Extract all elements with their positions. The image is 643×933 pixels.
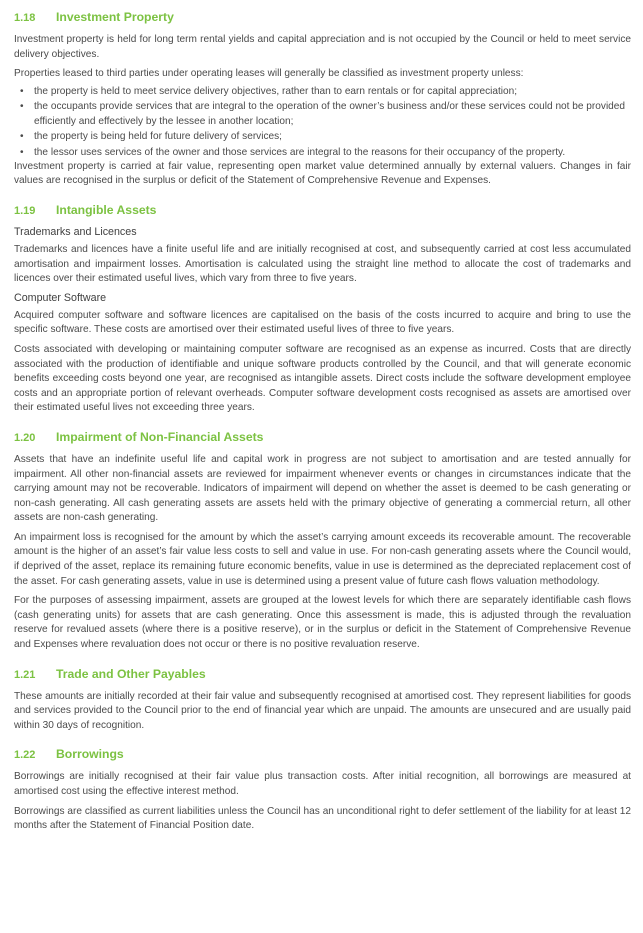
paragraph: Borrowings are initially recognised at their fair value plus transaction costs. After initial recognition, all borrowings are measured at amortised cost using the effective interest method. <box>14 771 631 798</box>
section-title: Borrowings <box>56 747 124 762</box>
section-number: 1.20 <box>14 431 36 444</box>
paragraph: These amounts are initially recorded at their fair value and subsequently recognised at amortised cost. They represent liabilities for goods and services provided to the Council prior to the end of financial year which are unpaid. The amounts are unsecured and are usually paid within 30 days of recognition. <box>14 690 631 731</box>
list-item: • the property is being held for future delivery of services; <box>34 129 631 144</box>
section-trade-payables <box>14 667 631 734</box>
section-heading <box>14 10 631 24</box>
list-item: • the occupants provide services that are integral to the operation of the owner’s business and/or these services could not be provided efficiently and effectively by the lessee in another location; <box>34 99 631 129</box>
paragraph: An impairment loss is recognised for the amount by which the asset’s carrying amount exceeds its recoverable amount. The recoverable amount is the higher of an asset’s fair value less costs to sell and value in use. For non-cash generating assets where the Council would, if deprived of the asset, replace its remaining future economic benefits, value in use is determined as the depreciated replacement cost of the asset. For cash generating assets, value in use is determined using a present value of future cash flows valuation methodology. <box>14 531 631 587</box>
paragraph: Acquired computer software and software licences are capitalised on the basis of the costs incurred to acquire and bring to use the specific software. These costs are amortised over their estimated useful lives of three to five years. <box>14 309 631 336</box>
section-intangible-assets <box>14 203 631 416</box>
subheading-computer-software: Computer Software <box>14 291 107 304</box>
section-impairment <box>14 430 631 653</box>
list-item: • the property is held to meet service delivery objectives, rather than to earn rentals or for capital appreciation; <box>34 84 631 99</box>
paragraph: Assets that have an indefinite useful life and capital work in progress are not subject to amortisation and are tested annually for impairment. All other non-financial assets are reviewed for impairment whenever events or changes in circumstances indicate that the carrying amount may not be recoverable. Indicators of impairment will depend on whether the asset is deemed to be cash generating or non-cash generating. All cash generating assets are assets held with the primary objective of generating a commercial return, all other assets are non-cash generating. <box>14 453 631 524</box>
paragraph: Investment property is held for long term rental yields and capital appreciation and is not occupied by the Council or held to meet service delivery objectives. <box>14 34 631 60</box>
section-heading <box>14 430 631 444</box>
list-item: • the lessor uses services of the owner and those services are integral to the reasons for their occupancy of the property. <box>34 145 631 160</box>
section-number: 1.21 <box>14 668 36 681</box>
subheading-trademarks: Trademarks and Licences <box>14 225 137 238</box>
section-title: Impairment of Non-Financial Assets <box>56 429 264 444</box>
bullet-list <box>14 84 631 160</box>
paragraph: For the purposes of assessing impairment, assets are grouped at the lowest levels for which there are separately identifiable cash flows (cash generating units) for assets that are cash generating. Once this assessment is made, this is adjusted through the revaluation reserve for revalued assets (where there is a positive reserve), or in the surplus or deficit in the Statement of Comprehensive Revenue and Expenses where revaluation does not occur or there is no positive revaluation reserve. <box>14 595 631 651</box>
section-number: 1.18 <box>14 12 36 24</box>
section-title: Intangible Assets <box>56 202 157 217</box>
section-heading <box>14 203 631 217</box>
section-title: Trade and Other Payables <box>56 666 206 681</box>
section-investment-property <box>14 10 631 189</box>
paragraph: Trademarks and licences have a finite useful life and are initially recognised at cost, and subsequently carried at cost less accumulated amortisation and impairment losses. Amortisation is calculated using the straight line method to allocate the cost of trademarks and licences over their estimated useful lives, which vary from three to five years. <box>14 243 631 285</box>
paragraph: Properties leased to third parties under operating leases will generally be classified as investment property unless: <box>14 68 524 80</box>
section-title: Investment Property <box>56 10 174 24</box>
section-borrowings <box>14 747 631 833</box>
paragraph: Costs associated with developing or maintaining computer software are recognised as an expense as incurred. Costs that are directly associated with the production of identifiable and unique software products controlled by the Council, and that will generate economic benefits exceeding costs beyond one year, are recognised as intangible assets. Direct costs include the software development employee costs and an appropriate portion of relevant overheads. Computer software development costs recognised as assets are amortised over their estimated useful lives not exceeding three years. <box>14 343 631 414</box>
paragraph: Borrowings are classified as current liabilities unless the Council has an unconditional right to defer settlement of the liability for at least 12 months after the Statement of Financial Position date. <box>14 805 631 832</box>
section-heading <box>14 747 631 761</box>
section-heading <box>14 667 631 681</box>
section-number: 1.19 <box>14 204 36 217</box>
section-number: 1.22 <box>14 749 36 762</box>
paragraph: Investment property is carried at fair value, representing open market value determined annually by external valuers. Changes in fair values are recognised in the surplus or deficit of the Statement of Comprehensive Revenue and Expenses. <box>14 160 631 187</box>
